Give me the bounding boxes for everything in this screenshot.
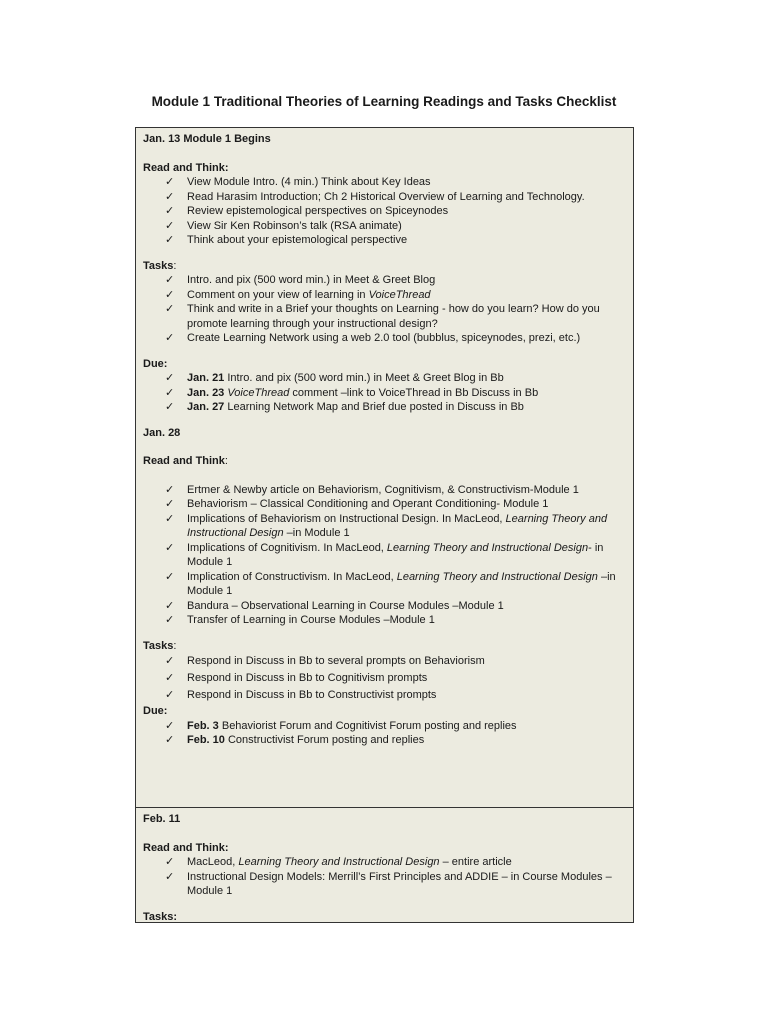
checkmark-icon: ✓ [165, 719, 175, 732]
checkmark-icon: ✓ [165, 372, 175, 384]
list-item: ✓ Implication of Constructivism. In MacLeod, Learning Theory and Instructional Design –in Module 1 [165, 570, 616, 597]
checkmark-icon: ✓ [165, 288, 175, 301]
section-label-read: Read and Think: [143, 841, 229, 854]
section-label-tasks: Tasks: [143, 259, 177, 272]
list-item: ✓ Transfer of Learning in Course Modules –Module 1 [165, 614, 435, 626]
list-item: ✓ Respond in Discuss in Bb to several prompts on Behaviorism [143, 653, 626, 670]
checkmark-icon: ✓ [165, 856, 175, 868]
week-jan13-cell [136, 128, 633, 808]
checkmark-icon: ✓ [165, 234, 175, 246]
list-item: ✓ Feb. 3 Behaviorist Forum and Cognitivist Forum posting and replies [165, 719, 517, 732]
checkmark-icon: ✓ [165, 599, 175, 612]
checkmark-icon: ✓ [165, 274, 175, 286]
checkmark-icon: ✓ [165, 614, 175, 626]
list-item: ✓ Behaviorism – Classical Conditioning and Operant Conditioning- Module 1 [165, 498, 549, 510]
list-item: ✓ Implications of Cognitivism. In MacLeod, Learning Theory and Instructional Design- in Module 1 [165, 541, 604, 568]
list-item: ✓ Instructional Design Models: Merrill’s First Principles and ADDIE – in Course Modules –Module 1 [165, 870, 612, 897]
checkmark-icon: ✓ [165, 512, 175, 525]
section-label-due: Due: [143, 357, 168, 370]
read-list [143, 855, 626, 899]
page-title: Module 1 Traditional Theories of Learning Readings and Tasks Checklist [151, 94, 617, 109]
tasks-list [143, 273, 626, 346]
section-label-due: Due: [143, 705, 168, 717]
list-item: ✓ Bandura – Observational Learning in Course Modules –Module 1 [165, 599, 504, 612]
week-heading: Feb. 11 [143, 813, 181, 825]
list-item: ✓ Implications of Behaviorism on Instructional Design. In MacLeod, Learning Theory and Instructional Design –in Module 1 [165, 512, 608, 539]
checkmark-icon: ✓ [165, 734, 175, 746]
checkmark-icon: ✓ [165, 190, 175, 203]
checkmark-icon: ✓ [165, 205, 175, 217]
checkmark-icon: ✓ [165, 498, 175, 510]
due-list [143, 371, 626, 415]
read-list [143, 175, 626, 248]
checklist-table [135, 127, 634, 923]
checkmark-icon: ✓ [165, 541, 175, 554]
checkmark-icon: ✓ [165, 655, 175, 667]
list-item: ✓ Think about your epistemological perspective [165, 234, 408, 246]
checkmark-icon: ✓ [165, 870, 175, 883]
checkmark-icon: ✓ [165, 303, 175, 315]
list-item: ✓ Ertmer & Newby article on Behaviorism, Cognitivism, & Constructivism-Module 1 [165, 483, 579, 496]
checkmark-icon: ✓ [165, 401, 175, 413]
checkmark-icon: ✓ [165, 672, 175, 684]
list-item: ✓ Create Learning Network using a web 2.0 tool (bubblus, spiceynodes, prezi, etc.) [165, 332, 581, 344]
read-list [143, 483, 626, 628]
list-item: ✓ Feb. 10 Constructivist Forum posting and replies [165, 734, 425, 746]
checkmark-icon: ✓ [165, 483, 175, 496]
list-item: ✓ Respond in Discuss in Bb to Cognitivism prompts [143, 670, 626, 687]
checkmark-icon: ✓ [165, 689, 175, 701]
checkmark-icon: ✓ [165, 176, 175, 188]
list-item: ✓ Jan. 27 Learning Network Map and Brief due posted in Discuss in Bb [165, 401, 524, 413]
tasks-list [143, 653, 626, 704]
section-label-read: Read and Think: [143, 455, 228, 467]
section-label-tasks: Tasks: [143, 639, 177, 652]
list-item: ✓ Comment on your view of learning in VoiceThread [165, 288, 431, 301]
checkmark-icon: ✓ [165, 386, 175, 399]
list-item: ✓ View Module Intro. (4 min.) Think about Key Ideas [165, 176, 431, 188]
due-list [143, 719, 626, 748]
list-item: ✓ Intro. and pix (500 word min.) in Meet & Greet Blog [165, 274, 436, 286]
list-item: ✓ Jan. 21 Intro. and pix (500 word min.) in Meet & Greet Blog in Bb [165, 372, 504, 384]
list-item: ✓ View Sir Ken Robinson’s talk (RSA animate) [165, 219, 402, 232]
checkmark-icon: ✓ [165, 219, 175, 232]
list-item: ✓ Think and write in a Brief your thoughts on Learning - how do you learn? How do you promote learning through your instructional design? [165, 303, 600, 330]
list-item: ✓ Respond in Discuss in Bb to Constructivist prompts [143, 687, 626, 704]
list-item: ✓ MacLeod, Learning Theory and Instructional Design – entire article [165, 856, 512, 868]
section-label-read: Read and Think: [143, 161, 229, 174]
section-label-tasks: Tasks: [143, 910, 178, 923]
list-item: ✓ Review epistemological perspectives on Spiceynodes [165, 205, 449, 217]
checkmark-icon: ✓ [165, 332, 175, 344]
list-item: ✓ Jan. 23 VoiceThread comment –link to VoiceThread in Bb Discuss in Bb [165, 386, 539, 399]
list-item: ✓ Read Harasim Introduction; Ch 2 Historical Overview of Learning and Technology. [165, 190, 585, 203]
week-heading: Jan. 13 Module 1 Begins [143, 133, 271, 145]
week-feb11-cell [136, 808, 633, 924]
week-heading: Jan. 28 [143, 426, 181, 439]
checkmark-icon: ✓ [165, 570, 175, 583]
